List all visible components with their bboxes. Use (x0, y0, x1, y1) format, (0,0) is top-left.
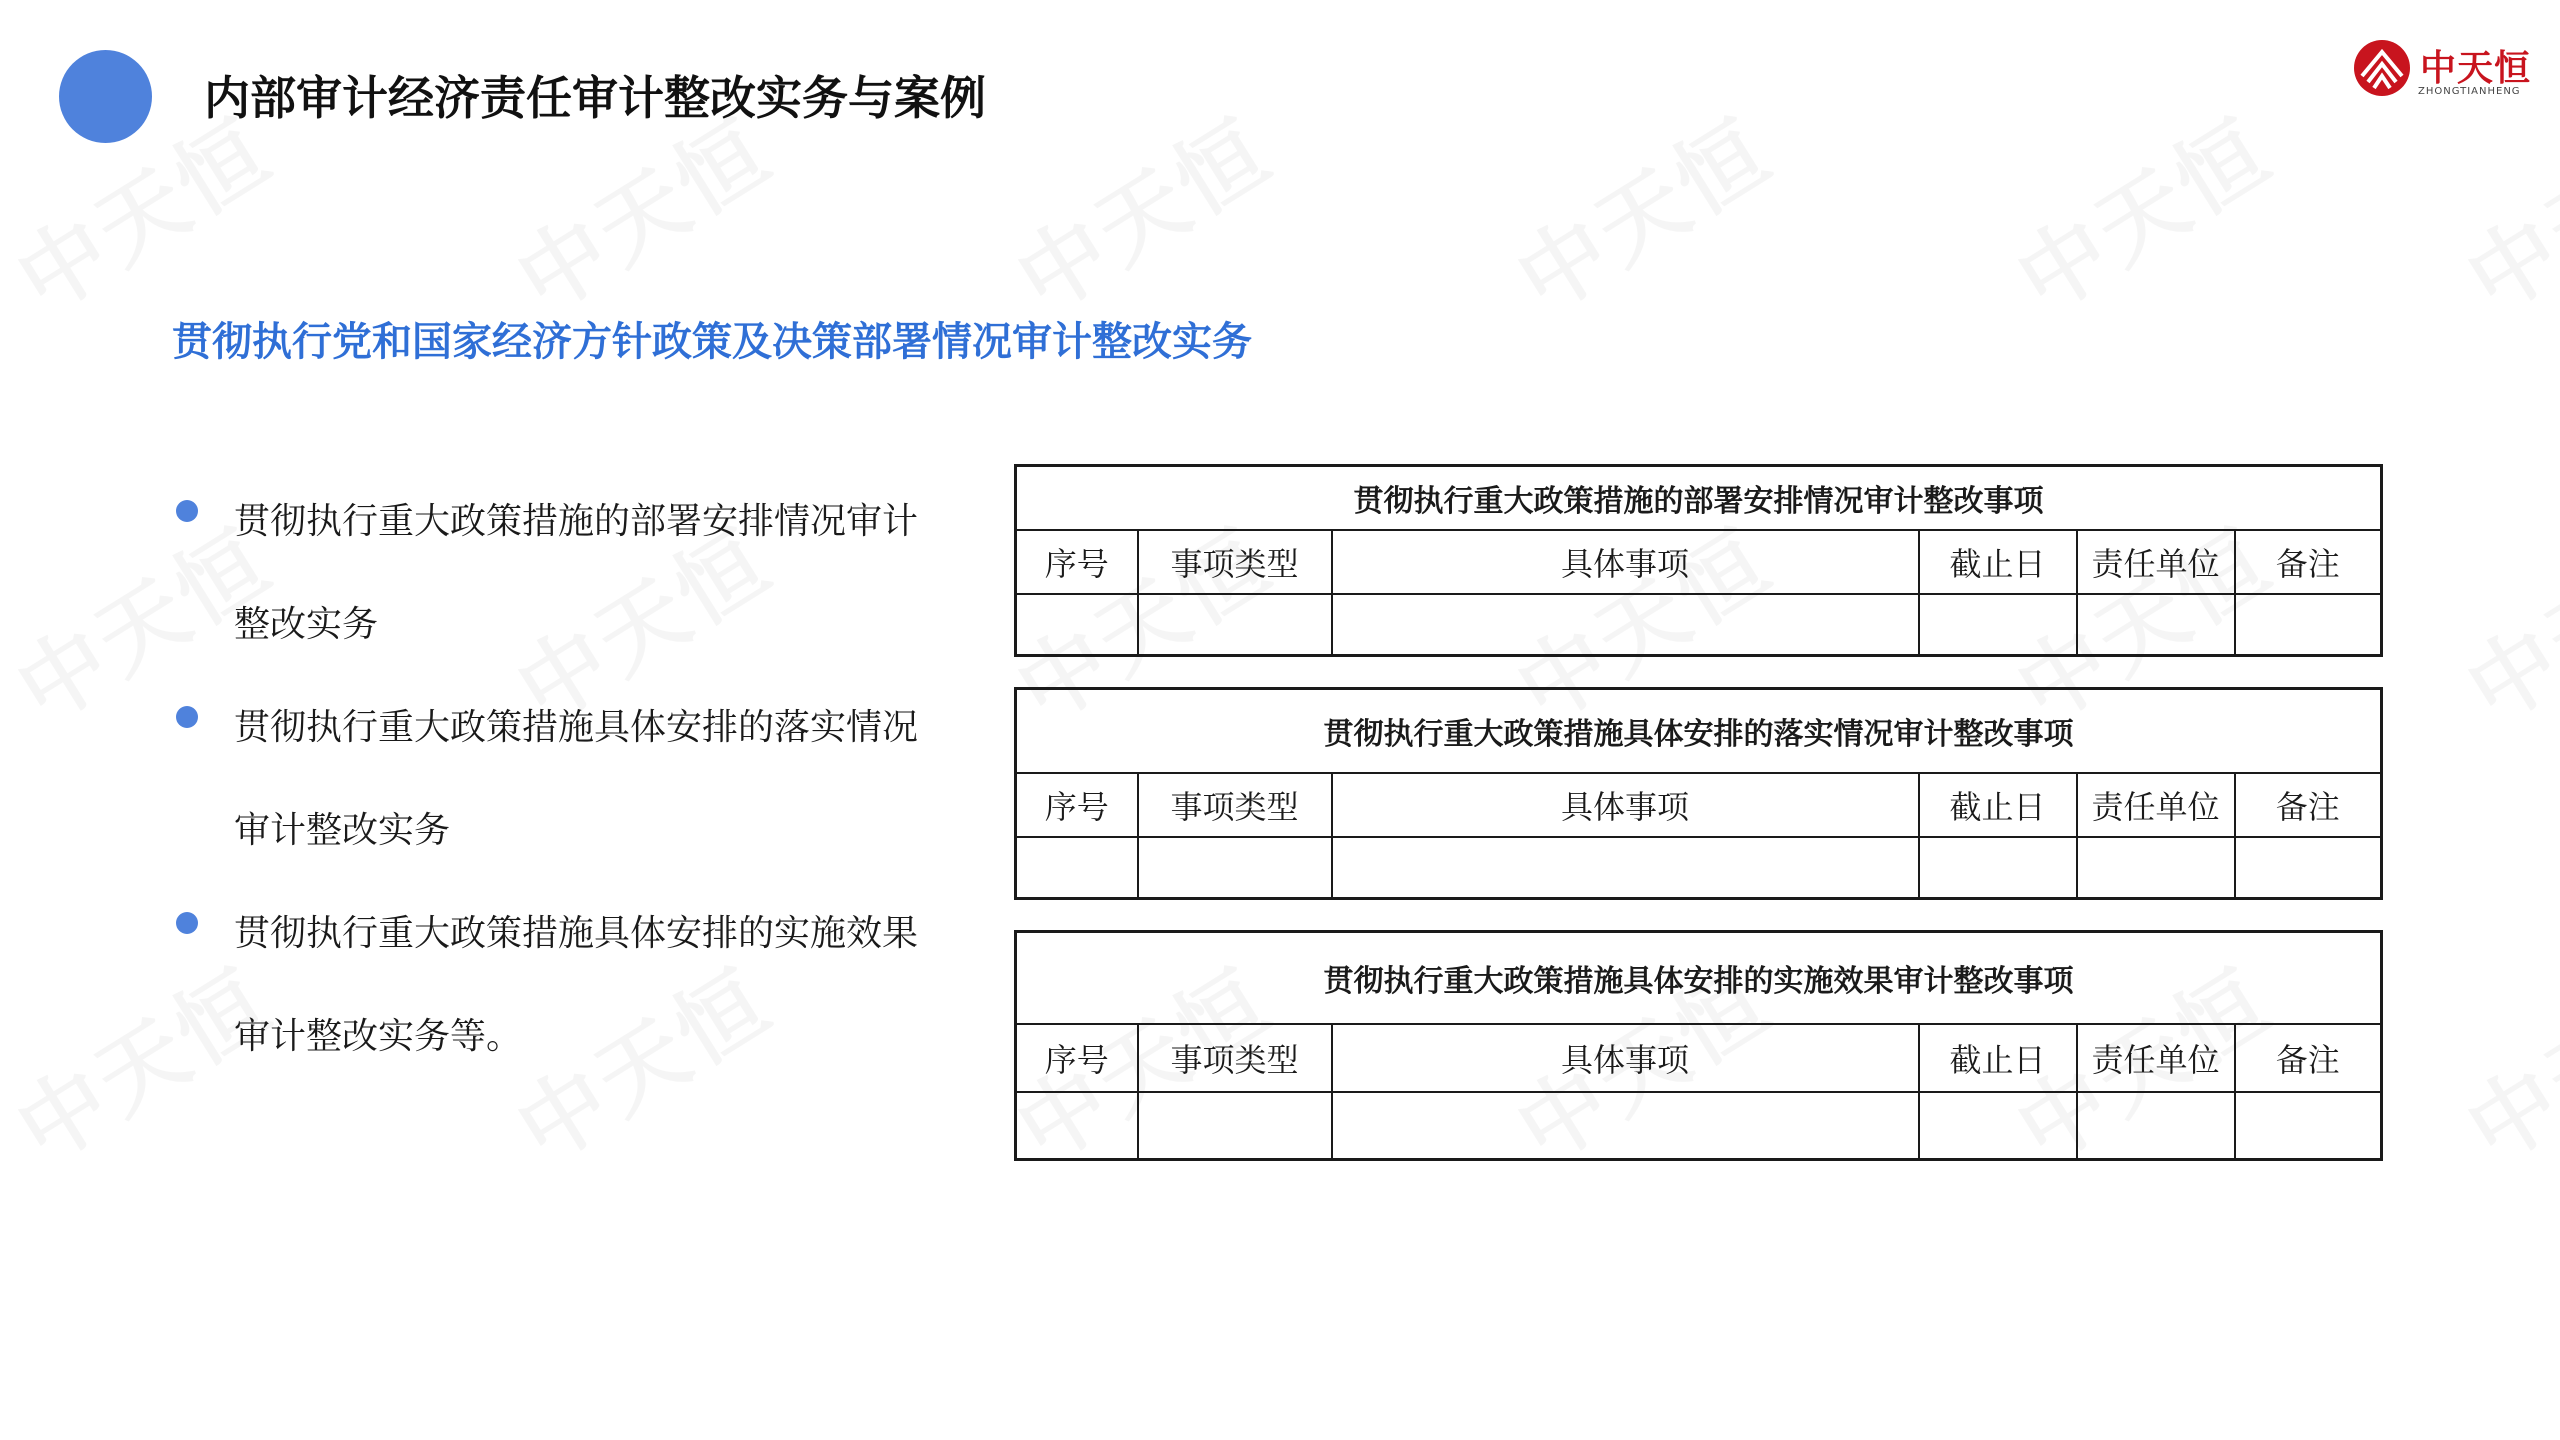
column-header: 序号 (1016, 1024, 1138, 1092)
page-title: 内部审计经济责任审计整改实务与案例 (204, 71, 986, 125)
empty-cell (1332, 837, 1919, 899)
watermark (990, 84, 1291, 337)
bullet-item (172, 470, 932, 676)
column-header: 具体事项 (1332, 1024, 1919, 1092)
column-header: 备注 (2235, 1024, 2382, 1092)
watermark (2440, 84, 2560, 337)
watermark (1990, 84, 2291, 337)
column-header: 具体事项 (1332, 773, 1919, 837)
watermark (2440, 494, 2560, 747)
column-header: 事项类型 (1138, 530, 1332, 594)
table-title: 贯彻执行重大政策措施具体安排的实施效果审计整改事项 (1016, 932, 2382, 1024)
bullet-list (172, 470, 932, 1088)
empty-cell (2077, 837, 2235, 899)
column-header: 责任单位 (2077, 530, 2235, 594)
column-header: 截止日 (1919, 530, 2077, 594)
logo-text: 中天恒 (2420, 48, 2532, 89)
table-row (1016, 594, 2382, 656)
empty-cell (1332, 1092, 1919, 1160)
bullet-dot-icon (176, 912, 198, 934)
table-title: 贯彻执行重大政策措施的部署安排情况审计整改事项 (1016, 466, 2382, 530)
column-header: 截止日 (1919, 1024, 2077, 1092)
column-header: 具体事项 (1332, 530, 1919, 594)
bullet-item (172, 676, 932, 882)
empty-cell (2077, 1092, 2235, 1160)
column-header: 截止日 (1919, 773, 2077, 837)
empty-cell (1919, 594, 2077, 656)
rectification-table-effectiveness (1014, 930, 2383, 1161)
column-header: 备注 (2235, 773, 2382, 837)
table-row (1016, 1092, 2382, 1160)
column-header: 序号 (1016, 530, 1138, 594)
empty-cell (1138, 1092, 1332, 1160)
column-header: 责任单位 (2077, 1024, 2235, 1092)
bullet-text: 贯彻执行重大政策措施的部署安排情况审计整改实务 (234, 501, 919, 645)
rectification-table-implementation (1014, 687, 2383, 900)
bullet-text: 贯彻执行重大政策措施具体安排的落实情况审计整改实务 (234, 707, 919, 851)
table-row (1016, 837, 2382, 899)
column-header: 责任单位 (2077, 773, 2235, 837)
company-logo (2352, 36, 2532, 106)
watermark (2440, 934, 2560, 1187)
column-header: 备注 (2235, 530, 2382, 594)
logo-emblem-icon (2352, 38, 2412, 98)
empty-cell (1919, 837, 2077, 899)
rectification-tables (1014, 464, 2380, 1191)
bullet-dot-icon (176, 500, 198, 522)
column-header: 事项类型 (1138, 1024, 1332, 1092)
column-header: 事项类型 (1138, 773, 1332, 837)
empty-cell (1138, 837, 1332, 899)
section-subtitle: 贯彻执行党和国家经济方针政策及决策部署情况审计整改实务 (172, 319, 1252, 365)
empty-cell (1016, 837, 1138, 899)
empty-cell (1016, 594, 1138, 656)
empty-cell (2235, 837, 2382, 899)
empty-cell (2077, 594, 2235, 656)
empty-cell (2235, 594, 2382, 656)
watermark (1490, 84, 1791, 337)
empty-cell (1138, 594, 1332, 656)
logo-subtext: ZHONGTIANHENG (2418, 86, 2521, 97)
empty-cell (2235, 1092, 2382, 1160)
table-title: 贯彻执行重大政策措施具体安排的落实情况审计整改事项 (1016, 689, 2382, 773)
rectification-table-deployment (1014, 464, 2383, 657)
bullet-text: 贯彻执行重大政策措施具体安排的实施效果审计整改实务等。 (234, 913, 919, 1057)
empty-cell (1016, 1092, 1138, 1160)
bullet-dot-icon (176, 706, 198, 728)
bullet-item (172, 882, 932, 1088)
title-circle-decoration (59, 50, 152, 143)
empty-cell (1919, 1092, 2077, 1160)
empty-cell (1332, 594, 1919, 656)
column-header: 序号 (1016, 773, 1138, 837)
